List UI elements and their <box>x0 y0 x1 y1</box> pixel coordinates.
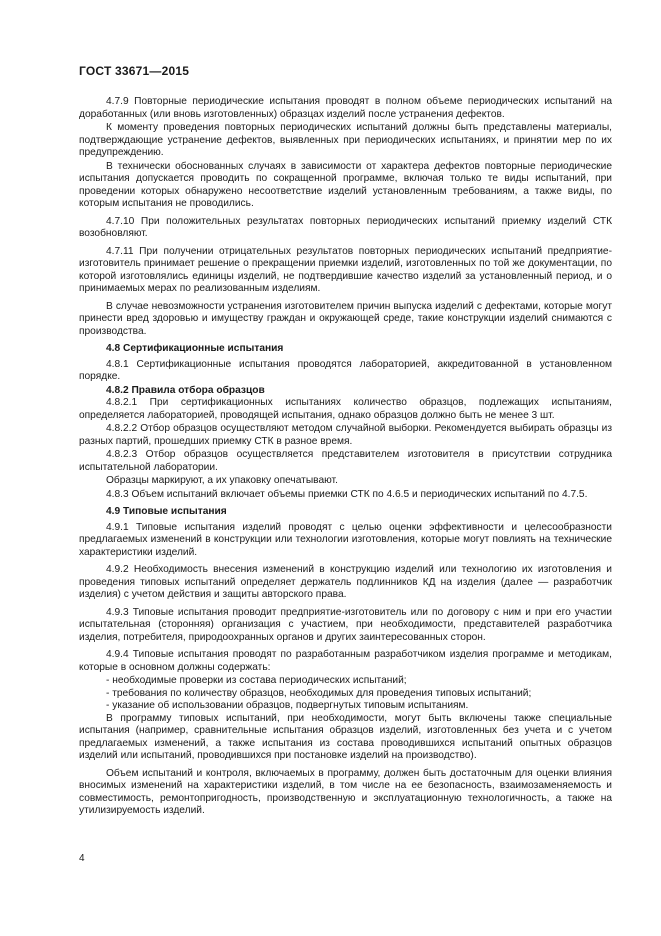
paragraph: 4.8.1 Сертификационные испытания проводятся лабораторией, аккредитованной в установленном порядке. <box>79 358 612 382</box>
section-heading: 4.8 Сертификационные испытания <box>106 343 284 354</box>
paragraph: Объем испытаний и контроля, включаемых в программу, должен быть достаточным для оценки влияния вносимых изменений на характеристики изделий, в том числе на ее безопасность, взаимозаменяемость и совместимость, ремонтопригодность, производственную и эксплуатационную технологичность, а также на утилизируемость изделий. <box>79 767 612 816</box>
list-item: - требования по количеству образцов, необходимых для проведения типовых испытаний; <box>106 687 532 699</box>
list-item: - необходимые проверки из состава периодических испытаний; <box>106 675 407 686</box>
paragraph: 4.7.10 При положительных результатах повторных периодических испытаний приемку изделий СТК возобновляют. <box>79 215 612 239</box>
paragraph: 4.7.9 Повторные периодические испытания проводят в полном объеме периодических испытаний на доработанных (или вновь изготовленных) образцах изделий после устранения дефектов. <box>79 96 612 120</box>
paragraph: 4.9.4 Типовые испытания проводят по разработанным разработчиком изделия программе и методикам, которые в основном должны содержать: <box>79 649 612 673</box>
paragraph: В случае невозможности устранения изготовителем причин выпуска изделий с дефектами, которые могут принести вред здоровью и имуществу граждан и окружающей среде, такие конструкции изделий снимаются с производства. <box>79 300 612 337</box>
paragraph: 4.9.1 Типовые испытания изделий проводят с целью оценки эффективности и целесообразности предлагаемых изменений в конструкции или технологии изготовления, которые могут повлиять на технические характеристики изделий. <box>79 521 612 558</box>
paragraph: 4.8.2.2 Отбор образцов осуществляют методом случайной выборки. Рекомендуется выбирать образцы из разных партий, прошедших приемку СТК в разное время. <box>79 423 612 447</box>
subsection-heading: 4.8.2 Правила отбора образцов <box>106 384 265 396</box>
list-item: - указание об использовании образцов, подвергнутых типовым испытаниям. <box>106 700 469 711</box>
paragraph: 4.8.3 Объем испытаний включает объемы приемки СТК по 4.6.5 и периодических испытаний по 4.7.5. <box>106 488 588 500</box>
document-header: ГОСТ 33671—2015 <box>79 64 190 78</box>
paragraph: 4.7.11 При получении отрицательных результатов повторных периодических испытаний предприятие-изготовитель принимает решение о прекращении приемки изделий, изготовленных по той же документации, по которой изготовлялись единицы изделий, не подтвердившие качество изделий за установленный период, и о принимаемых мерах по реализованным изделиям. <box>79 245 612 294</box>
paragraph: 4.8.2.1 При сертификационных испытаниях количество образцов, подлежащих испытаниям, определяется лабораторией, проводящей испытания, однако образцов должно быть не менее 3 шт. <box>79 397 612 421</box>
paragraph: 4.9.2 Необходимость внесения изменений в конструкцию изделий или технологию их изготовления и проведения типовых испытаний определяет держатель подлинников КД на изделия (далее — разработчик изделия) с учетом действия и защиты авторского права. <box>79 564 612 600</box>
paragraph: К моменту проведения повторных периодических испытаний должны быть представлены материалы, подтверждающие устранение дефектов, выявленных при периодических испытаниях, и принятии мер по их предупреждению. <box>79 122 612 158</box>
paragraph: Образцы маркируют, а их упаковку опечатывают. <box>106 475 338 486</box>
paragraph: 4.9.3 Типовые испытания проводит предприятие-изготовитель или по договору с ним и при его участии испытательная (сторонняя) организация с участием, при необходимости, представителей разработчика изделия, потребителя, природоохранных органов и других заинтересованных сторон. <box>79 606 612 643</box>
section-heading: 4.9 Типовые испытания <box>106 506 227 517</box>
paragraph: В программу типовых испытаний, при необходимости, могут быть включены также специальные испытания (например, сравнительные испытания образцов изделий, изготовленных без учета и с учетом предлагаемых изменений, а также испытания из состава проводившихся испытаний опытных образцов изделий или испытаний, проводившихся при постановке изделий на производство). <box>79 712 612 761</box>
paragraph: В технически обоснованных случаях в зависимости от характера дефектов повторные периодические испытания допускается проводить по сокращенной программе, включая только те виды испытаний, при проведении которых обнаружено несоответствие изделий установленным требованиям, а также виды, по которым испытания не проводились. <box>79 160 612 209</box>
document-body <box>79 96 612 819</box>
page-number: 4 <box>79 853 85 864</box>
paragraph: 4.8.2.3 Отбор образцов осуществляется представителем изготовителя в присутствии сотрудника испытательной лаборатории. <box>79 449 612 473</box>
